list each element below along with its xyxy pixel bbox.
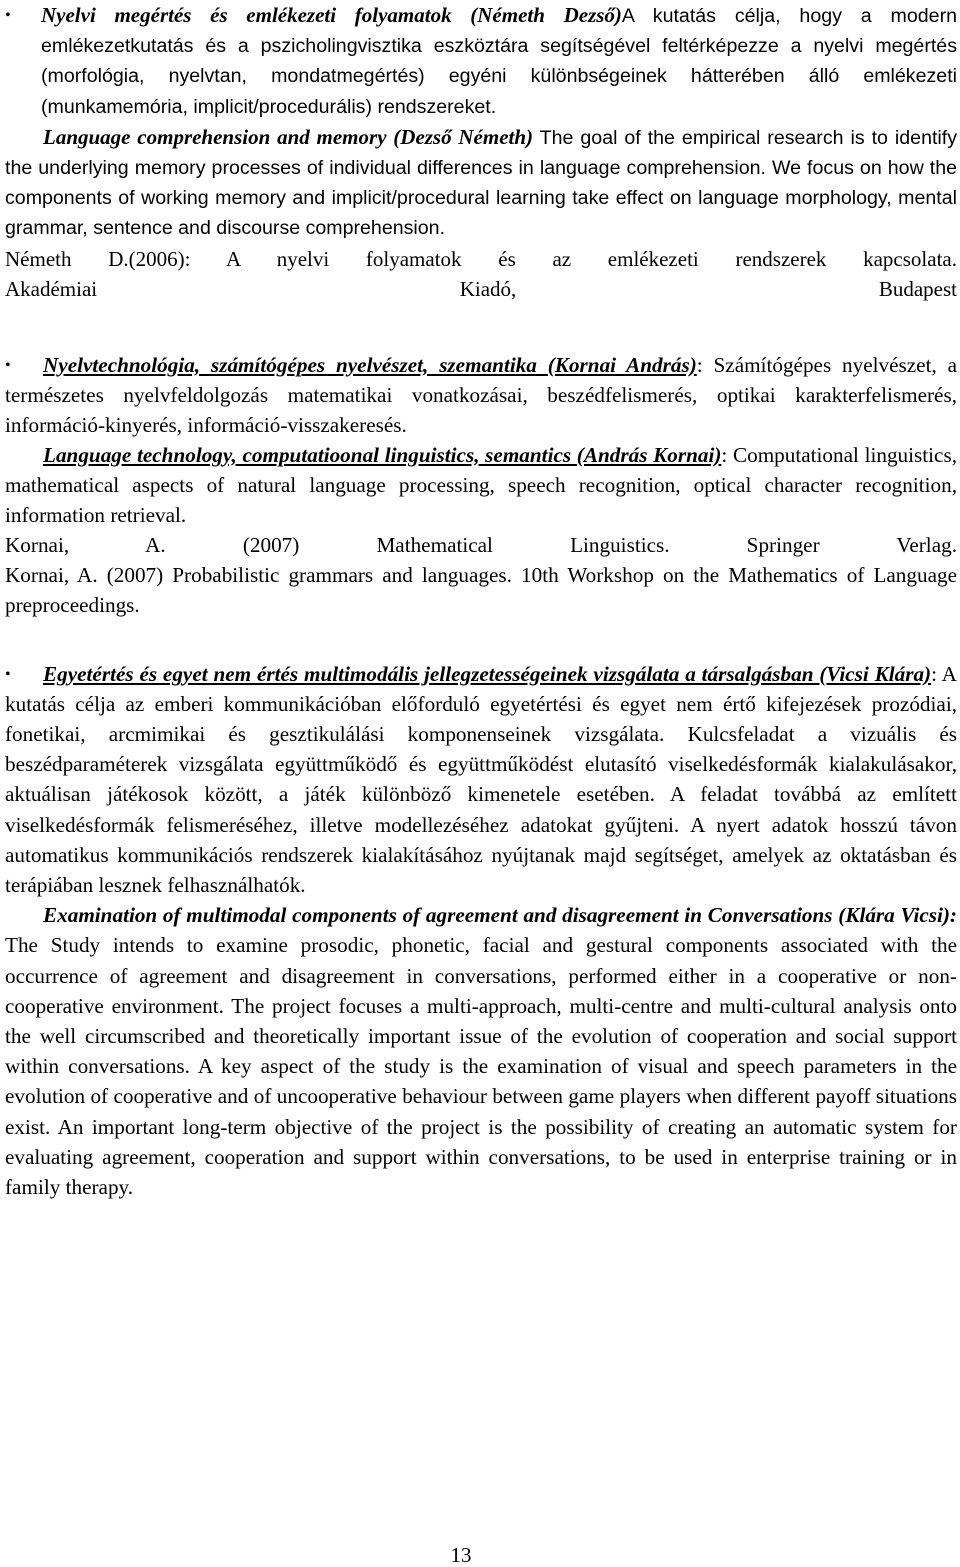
english-paragraph bbox=[5, 122, 957, 244]
english-title: Examination of multimodal components of agreement and disagreement in Conversations (Klára Vicsi): bbox=[43, 903, 957, 928]
hungarian-paragraph bbox=[5, 0, 957, 122]
hungarian-title-suffix: : bbox=[931, 661, 938, 686]
hungarian-body: A kutatás célja, hogy a modern emlékezetkutatás és a pszicholingvisztika eszköztára segítségével feltérképezze a nyelvi megértés (morfológia, nyelvtan, mondatmegértés) egyéni különbségeinek hátterében álló emlékezeti (munkamemória, implicit/procedurális) rendszereket. bbox=[41, 5, 957, 118]
hungarian-paragraph bbox=[5, 659, 957, 901]
bullet-icon: • bbox=[5, 665, 11, 683]
hungarian-title-suffix: : bbox=[696, 352, 703, 377]
document-page bbox=[5, 0, 957, 1202]
hungarian-paragraph bbox=[5, 350, 957, 440]
page-number: 13 bbox=[450, 1543, 472, 1567]
english-title-suffix: : bbox=[721, 442, 728, 467]
english-body: The Study intends to examine prosodic, phonetic, facial and gestural components associated with the occurrence of agreement and disagreement in conversations, performed either in a cooperative or non-cooperative environment. The project focuses a multi-approach, multi-centre and multi-cultural analysis onto the well circumscribed and theoretically important issue of the evolution of cooperation and social support within conversations. A key aspect of the study is the examination of visual and speech parameters in the evolution of cooperative and of uncooperative behaviour between game players when different payoff situations exist. An important long-term objective of the project is the possibility of creating an automatic system for evaluating agreement, cooperation and support within conversations, to be used in enterprise training or in family therapy. bbox=[5, 933, 957, 1200]
reference-line: Németh D.(2006): A nyelvi folyamatok és az emlékezeti rendszerek kapcsolata. bbox=[5, 246, 957, 271]
english-paragraph bbox=[5, 900, 957, 1202]
english-title: Language comprehension and memory (Dezső Németh) bbox=[43, 124, 534, 149]
section-language-technology bbox=[5, 350, 957, 620]
reference-line: Kornai, A. (2007) Mathematical Linguistics. Springer Verlag. bbox=[5, 532, 957, 557]
english-body: The goal of the empirical research is to identify the underlying memory processes of individual differences in language comprehension. We focus on how the components of working memory and implicit/procedural learning take effect on language morphology, mental grammar, sentence and discourse comprehension. bbox=[5, 126, 958, 240]
reference-line: Akadémiai Kiadó, Budapest bbox=[5, 276, 957, 301]
hungarian-title: Nyelvi megértés és emlékezeti folyamatok (Németh Dezső) bbox=[41, 3, 622, 27]
reference-line: Kornai, A. (2007) Probabilistic grammars and languages. 10th Workshop on the Mathematics of Language preproceedings. bbox=[5, 562, 957, 617]
bullet-icon: • bbox=[5, 7, 11, 24]
section-multimodal-agreement bbox=[5, 659, 957, 1203]
hungarian-body: A kutatás célja az emberi kommunikációban előforduló egyetértési és egyet nem értő kifejezések prozódiai, fonetikai, arcmimikai és gesztikulálási komponenseinek vizsgálata. Kulcsfeladat a vizuális és beszédparaméterek vizsgálata együttműködő és együttműködést elutasító viselkedésformák kialakulásakor, aktuálisan játékosok között, a játék különböző kimenetele esetében. A feladat továbbá az említett viselkedésformák felismeréséhez, illetve modellezéséhez adatokat gyűjteni. A nyert adatok hosszú távon automatikus kommunikációs rendszerek kialakításához nyújtanak majd segítséget, amelyek az oktatásban és terápiában lesznek felhasználhatók. bbox=[5, 661, 957, 898]
english-title: Language technology, computatioonal linguistics, semantics (András Kornai) bbox=[43, 442, 722, 467]
bullet-icon: • bbox=[5, 356, 11, 374]
section-language-memory bbox=[5, 0, 957, 304]
hungarian-body: Számítógépes nyelvészet, a természetes nyelvfeldolgozás matematikai vonatkozásai, beszédfelismerés, optikai karakterfelismerés, információ-kinyerés, információ-visszakeresés. bbox=[5, 352, 958, 437]
english-body: Computational linguistics, mathematical aspects of natural language processing, speech recognition, optical character recognition, information retrieval. bbox=[5, 442, 957, 527]
hungarian-title: Nyelvtechnológia, számítógépes nyelvészet, szemantika (Kornai András) bbox=[43, 352, 697, 377]
english-paragraph bbox=[5, 440, 957, 530]
hungarian-title: Egyetértés és egyet nem értés multimodális jellegzetességeinek vizsgálata a társalgásban (Vicsi Klára) bbox=[43, 661, 932, 686]
